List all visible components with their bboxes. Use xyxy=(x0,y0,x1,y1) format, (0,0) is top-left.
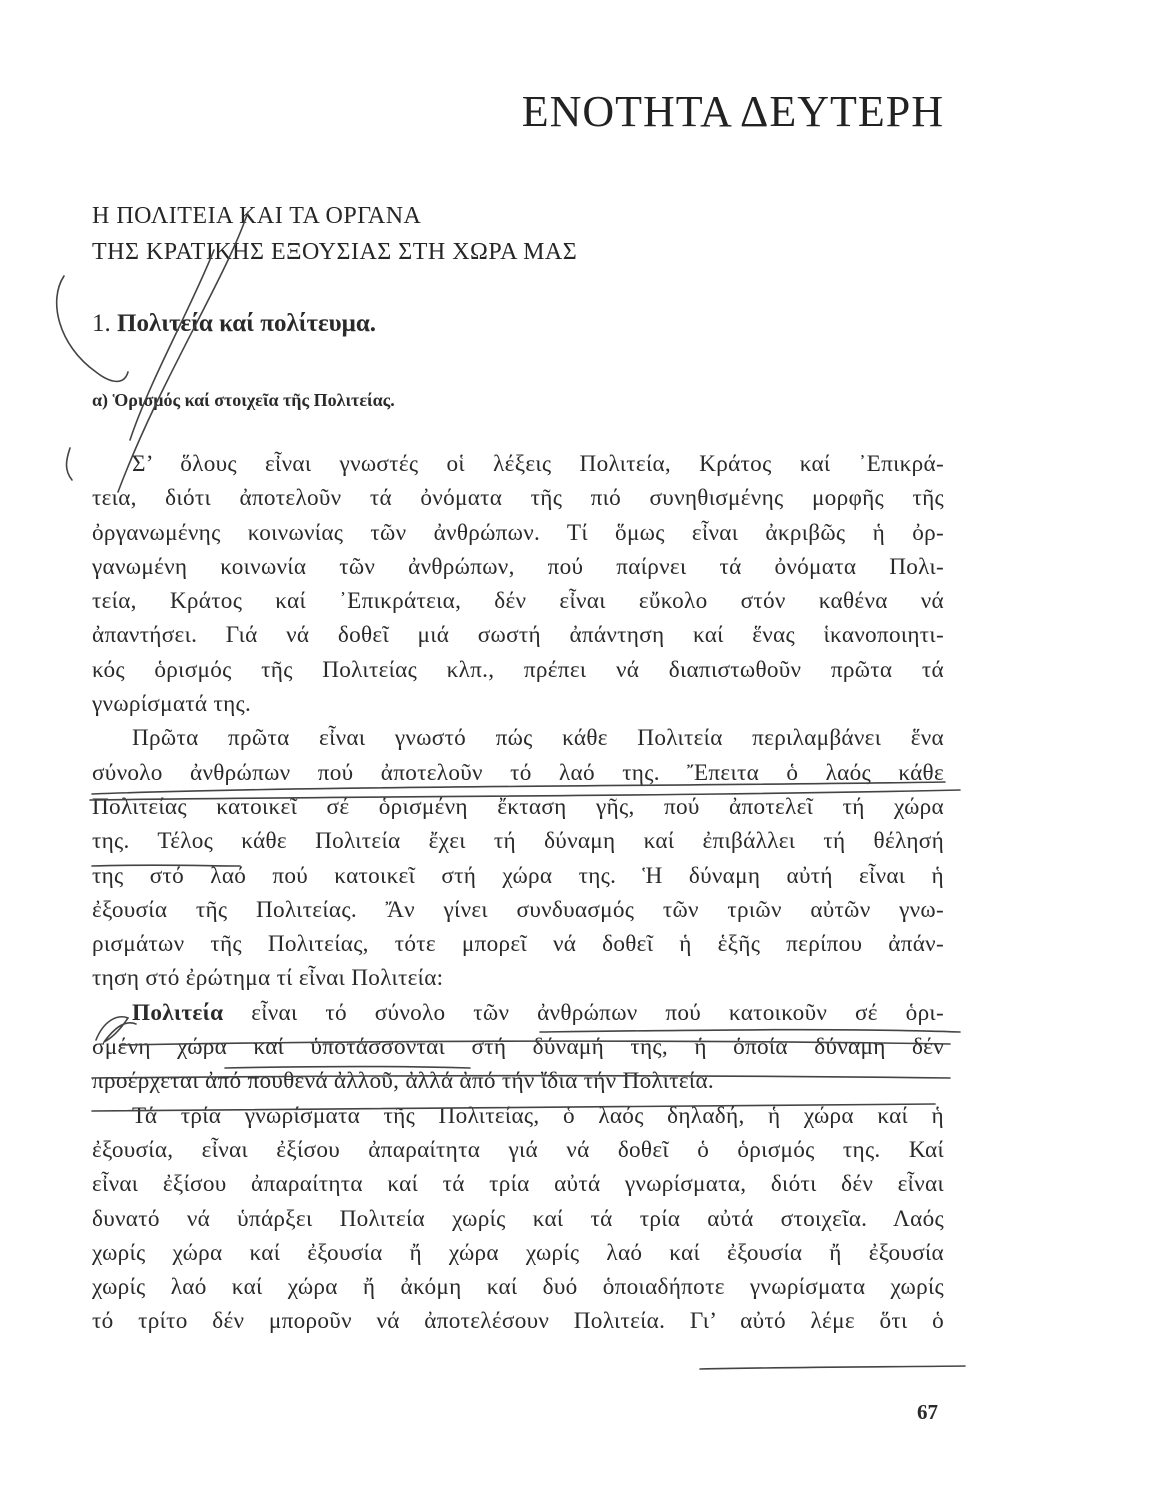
pencil-marginal-stroke xyxy=(67,448,73,480)
text-line: Τά τρία γνωρίσματα τῆς Πολιτείας, ὁ λαός δηλαδή, ἡ χώρα καί ἡ xyxy=(132,1102,944,1129)
text-line: γνωρίσματά της. xyxy=(92,691,252,718)
subsection-title: α) Ὁρισμός καί στοιχεῖα τῆς Πολιτείας. xyxy=(92,390,395,410)
text-line: εἶναι ἐξίσου ἀπαραίτητα καί τά τρία αὐτά γνωρίσματα, διότι δέν εἶναι xyxy=(92,1171,944,1198)
chapter-title xyxy=(92,310,376,338)
text-line: Πρῶτα πρῶτα εἶναι γνωστό πώς κάθε Πολιτεία περιλαμβάνει ἕνα xyxy=(132,725,944,752)
unit-title: ΕΝΟΤΗΤΑ ΔΕΥΤΕΡΗ xyxy=(521,87,944,136)
definition-term: Πολιτεία xyxy=(132,999,224,1026)
pencil-underline xyxy=(700,1366,965,1369)
text-line: Πολιτείας κατοικεῖ σέ ὁρισμένη ἔκταση γῆς, πού ἀποτελεῖ τή χώρα xyxy=(92,793,944,820)
text-line: χωρίς λαό καί χώρα ἤ ἀκόμη καί δυό ὁποιαδήποτε γνωρίσματα χωρίς xyxy=(92,1274,944,1301)
text-line: της. Τέλος κάθε Πολιτεία ἔχει τή δύναμη καί ἐπιβάλλει τή θέλησή xyxy=(92,828,944,855)
text-line: σύνολο ἀνθρώπων πού ἀποτελοῦν τό λαό της. Ἔπειτα ὁ λαός κάθε xyxy=(92,759,944,786)
body-text xyxy=(92,447,944,1339)
text-line: τό τρίτο δέν μποροῦν νά ἀποτελέσουν Πολιτεία. Γι’ αὐτό λέμε ὅτι ὁ xyxy=(92,1308,944,1335)
text-line: κός ὁρισμός τῆς Πολιτείας κλπ., πρέπει νά διαπιστωθοῦν πρῶτα τά xyxy=(92,656,944,683)
chapter-number: 1. xyxy=(92,310,111,337)
section-heading xyxy=(92,198,577,270)
text-line: γανωμένη κοινωνία τῶν ἀνθρώπων, πού παίρνει τά ὀνόματα Πολι- xyxy=(92,553,944,580)
text-line: προέρχεται ἀπό πουθενά ἀλλοῦ, ἀλλά ἀπό τήν ἴδια τήν Πολιτεία. xyxy=(92,1068,715,1095)
text-line: ρισμάτων τῆς Πολιτείας, τότε μπορεῖ νά δοθεῖ ἡ ἑξῆς περίπου ἀπάν- xyxy=(92,931,944,958)
pencil-marginal-stroke xyxy=(130,250,214,440)
definition-line xyxy=(92,996,944,1030)
text-line: τεία, Κράτος καί ᾿Επικράτεια, δέν εἶναι εὔκολο στόν καθένα νά xyxy=(92,588,944,615)
text-line: τεια, διότι ἀποτελοῦν τά ὀνόματα τῆς πιό συνηθισμένης μορφῆς τῆς xyxy=(92,485,944,512)
text-line: δυνατό νά ὑπάρξει Πολιτεία χωρίς καί τά τρία αὐτά στοιχεῖα. Λαός xyxy=(92,1205,944,1232)
text-line: ἐξουσία, εἶναι ἐξίσου ἀπαραίτητα γιά νά δοθεῖ ὁ ὁρισμός της. Καί xyxy=(92,1136,944,1163)
section-heading-line-1: Η ΠΟΛΙΤΕΙΑ ΚΑΙ ΤΑ ΟΡΓΑΝΑ xyxy=(92,203,422,229)
text-line: χωρίς χώρα καί ἐξουσία ἤ χώρα χωρίς λαό καί ἐξουσία ἤ ἐξουσία xyxy=(92,1239,944,1266)
section-heading-line-2: ΤΗΣ ΚΡΑΤΙΚΗΣ ΕΞΟΥΣΙΑΣ ΣΤΗ ΧΩΡΑ ΜΑΣ xyxy=(92,239,578,265)
text-line: ὀργανωμένης κοινωνίας τῶν ἀνθρώπων. Τί ὅμως εἶναι ἀκριβῶς ἡ ὀρ- xyxy=(92,519,944,546)
text-line: σμένη χώρα καί ὑποτάσσονται στή δύναμή της, ἡ ὁποία δύναμη δέν xyxy=(92,1034,944,1061)
definition-text: εἶναι τό σύνολο τῶν ἀνθρώπων πού κατοικοῦν σέ ὁρι- xyxy=(223,999,944,1026)
page-number: 67 xyxy=(917,1400,938,1424)
text-line: ἐξουσία τῆς Πολιτείας. Ἄν γίνει συνδυασμός τῶν τριῶν αὐτῶν γνω- xyxy=(92,896,944,923)
text-line: τηση στό ἐρώτημα τί εἶναι Πολιτεία: xyxy=(92,965,444,992)
text-line: ἀπαντήσει. Γιά νά δοθεῖ μιά σωστή ἀπάντηση καί ἕνας ἱκανοποιητι- xyxy=(92,622,944,649)
chapter-title-text: Πολιτεία καί πολίτευμα. xyxy=(117,310,377,337)
text-line: Σ’ ὅλους εἶναι γνωστές οἱ λέξεις Πολιτεία, Κράτος καί ᾿Επικρά- xyxy=(132,451,944,477)
text-line: της στό λαό πού κατοικεῖ στή χώρα της. Ἡ δύναμη αὐτή εἶναι ἡ xyxy=(92,862,944,889)
